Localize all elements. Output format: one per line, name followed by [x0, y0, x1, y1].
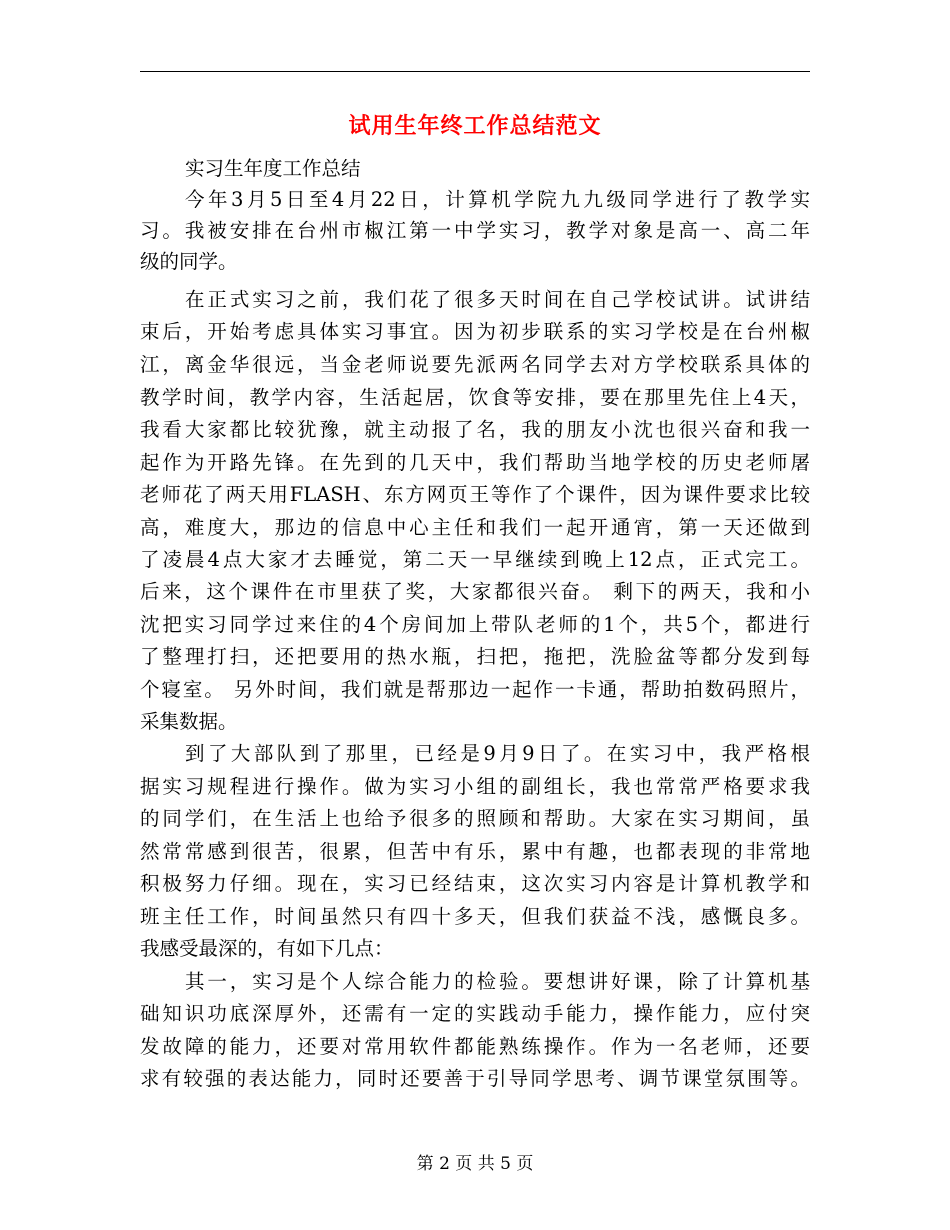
body-line: 个寝室。 另外时间，我们就是帮那边一起作一卡通，帮助拍数码照片， — [140, 678, 810, 701]
body-line: 习。我被安排在台州市椒江第一中学实习，教学对象是高一、高二年 — [140, 219, 810, 242]
body-line: 今年3月5日至4月22日，计算机学院九九级同学进行了教学实 — [185, 188, 810, 211]
body-line: 的同学们，在生活上也给予很多的照顾和帮助。大家在实习期间，虽 — [140, 807, 810, 830]
body-line: 其一，实习是个人综合能力的检验。要想讲好课，除了计算机基 — [185, 970, 810, 993]
body-line: 教学时间，教学内容，生活起居，饮食等安排，要在那里先住上4天， — [140, 386, 810, 409]
body-line: 实习生年度工作总结 — [185, 157, 361, 180]
body-line: 据实习规程进行操作。做为实习小组的副组长，我也常常严格要求我 — [140, 775, 810, 798]
body-line: 在正式实习之前，我们花了很多天时间在自己学校试讲。试讲结 — [185, 288, 810, 311]
body-line: 了整理打扫，还把要用的热水瓶，扫把，拖把，洗脸盆等都分发到每 — [140, 645, 810, 668]
body-line: 采集数据。 — [140, 710, 238, 733]
body-line: 江，离金华很远，当金老师说要先派两名同学去对方学校联系具体的 — [140, 353, 810, 376]
body-line: 了凌晨4点大家才去睡觉，第二天一早继续到晚上12点，正式完工。 — [140, 548, 810, 571]
page-number: 第 2 页 共 5 页 — [416, 1154, 534, 1174]
body-line: 然常常感到很苦，很累，但苦中有乐，累中有趣，也都表现的非常地 — [140, 840, 810, 863]
document-title: 试用生年终工作总结范文 — [348, 113, 602, 139]
body-line: 础知识功底深厚外，还需有一定的实践动手能力，操作能力，应付突 — [140, 1002, 810, 1025]
body-line: 我感受最深的，有如下几点： — [140, 937, 394, 960]
body-line: 到了大部队到了那里，已经是9月9日了。在实习中，我严格根 — [185, 742, 810, 765]
body-line: 求有较强的表达能力，同时还要善于引导同学思考、调节课堂氛围等。 — [140, 1067, 810, 1090]
body-line: 起作为开路先锋。在先到的几天中，我们帮助当地学校的历史老师屠 — [140, 451, 810, 474]
body-line: 沈把实习同学过来住的4个房间加上带队老师的1个，共5个，都进行 — [140, 613, 810, 636]
body-line: 束后，开始考虑具体实习事宜。因为初步联系的实习学校是在台州椒 — [140, 320, 810, 343]
body-line: 积极努力仔细。现在，实习已经结束，这次实习内容是计算机教学和 — [140, 872, 810, 895]
body-line: 后来，这个课件在市里获了奖，大家都很兴奋。 剩下的两天，我和小 — [140, 580, 810, 603]
header-rule — [140, 71, 810, 72]
body-line: 我看大家都比较犹豫，就主动报了名，我的朋友小沈也很兴奋和我一 — [140, 418, 810, 441]
body-line: 发故障的能力，还要对常用软件都能熟练操作。作为一名老师，还要 — [140, 1035, 810, 1058]
body-line: 高，难度大，那边的信息中心主任和我们一起开通宵，第一天还做到 — [140, 516, 810, 539]
body-line: 老师花了两天用FLASH、东方网页王等作了个课件，因为课件要求比较 — [140, 483, 810, 506]
body-line: 班主任工作，时间虽然只有四十多天，但我们获益不浅，感慨良多。 — [140, 905, 810, 928]
body-line: 级的同学。 — [140, 250, 238, 273]
